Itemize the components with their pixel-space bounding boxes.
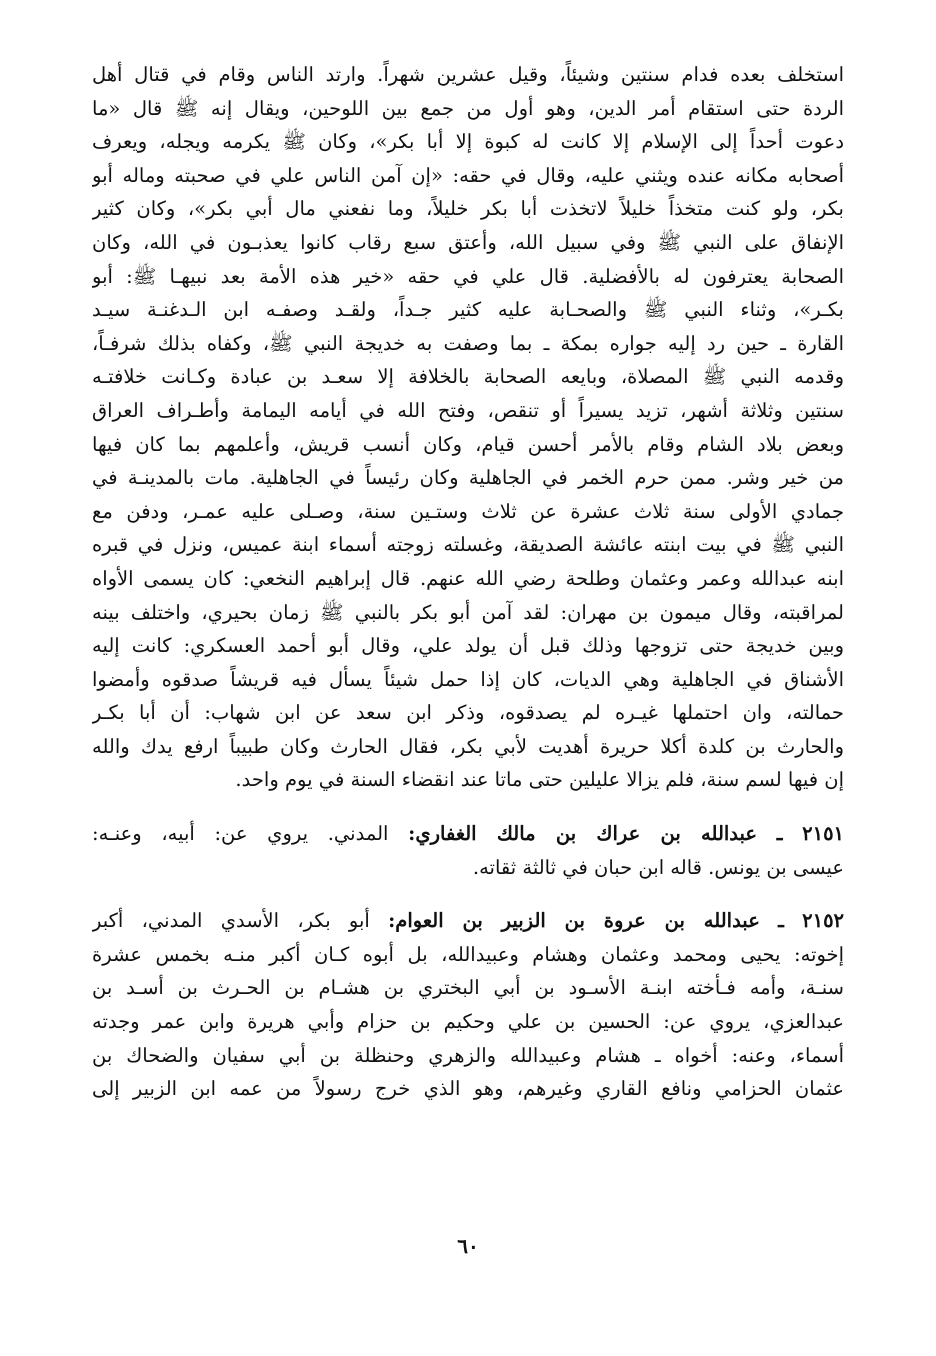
entry-2152	[92, 904, 844, 1106]
text-line: والحارث بن كلدة أكلا حريرة أهديت لأبي بكر، فقال الحارث وكان طبيباً ارفع يدك والله	[92, 734, 844, 758]
entry-number: ٢١٥٢	[802, 909, 844, 933]
text-line: النبي ﷺ في بيت ابنته عائشة الصديقة، وغسلته زوجته أسماء ابنة عميس، ونزل في قبره	[92, 533, 844, 557]
paragraph-gap	[92, 797, 844, 817]
paragraph-gap	[92, 884, 844, 904]
text-line: سنـة، وأمه فـأخته ابنـة الأسـود بن أبي البختري بن هشـام بن الحـرث بن أسـد بن	[92, 976, 844, 1000]
entry-text: أبو بكر، الأسدي المدني، أكبر	[92, 909, 370, 933]
text-line: عيسى بن يونس. قاله ابن حبان في ثالثة ثقاته.	[472, 855, 844, 879]
entry-2151	[92, 817, 844, 884]
entry-dash: ـ	[778, 909, 784, 933]
text-line: حمالته، وان احتملها غيـره لم يصدقوه، وذكر ابن سعد عن ابن شهاب: أن أبا بكـر	[92, 701, 844, 725]
text-line: استخلف بعده فدام سنتين وشيئاً، وقيل عشرين شهراً. وارتد الناس وقام في قتال أهل	[92, 63, 844, 86]
text-line: القارة ـ حين رد إليه جواره بمكة ـ بما وصفت به خديجة النبي ﷺ، وكفاه بذلك شرفـاً،	[92, 331, 844, 355]
text-line: إن فيها لسم سنة، فلم يزالا عليلين حتى ماتا عند انقضاء السنة في يوم واحد.	[235, 768, 844, 792]
entry-text: المدني. يروي عن: أبيه، وعنـه:	[92, 822, 389, 846]
entry-heading-line	[92, 904, 844, 938]
text-line: وبعض بلاد الشام وقام بالأمر أحسن قيام، وكان أنسب قريش، وأعلمهم بما كان فيها	[92, 432, 844, 456]
text-line: من خير وشر. ممن حرم الخمر في الجاهلية وكان رئيساً في الجاهلية. مات بالمدينـة في	[92, 466, 844, 490]
text-line: الإنفاق على النبي ﷺ وفي سبيل الله، وأعتق سبع رقاب كانوا يعذبـون في الله، وكان	[92, 230, 844, 254]
entry-name: عبدالله بن عراك بن مالك الغفاري:	[408, 822, 758, 846]
text-line: عبدالعزي، يروي عن: الحسين بن علي وحكيم بن حزام وأبي هريرة وابن عمر وجدته	[92, 1010, 844, 1034]
text-line: الأشناق في الجاهلية وهي الديات، كان إذا حمل شيئاً يسأل فيه قريشاً صدقوه وأمضوا	[92, 667, 844, 691]
text-line: جمادي الأولى سنة ثلاث عشرة عن ثلاث وستـين سنة، وصـلى عليه عمـر، ودفن مع	[92, 499, 844, 523]
text-line: ابنه عبدالله وعمر وعثمان وطلحة رضي الله عنهم. قال إبراهيم النخعي: كان يسمى الأواه	[92, 566, 844, 590]
text-line: الردة حتى استقام أمر الدين، وهو أول من جمع بين اللوحين، ويقال إنه ﷺ قال «ما	[92, 96, 844, 120]
text-line: أصحابه مكانه عنده ويثني عليه، وقال في حقه: «إن آمن الناس علي في صحبته وماله أبو	[92, 163, 844, 187]
entry-heading-line	[92, 817, 844, 851]
text-line: لمراقبته، وقال ميمون بن مهران: لقد آمن أبو بكر بالنبي ﷺ زمان بحيري، واختلف بينه	[92, 600, 844, 624]
text-line: الصحابة يعترفون له بالأفضلية. قال علي في حقه «خير هذه الأمة بعد نبيهـا ﷺ: أبو	[92, 264, 844, 288]
page-number: ٦٠	[457, 1234, 479, 1258]
text-line: سنتين وثلاثة أشهر، تزيد يسيراً أو تنقص، وفتح الله في أيامه اليمامة وأطـراف العراق	[92, 398, 844, 422]
text-line: أسماء، وعنه: أخواه ـ هشام وعبيدالله والزهري وحنظلة بن أبي سفيان والضحاك بن	[92, 1043, 844, 1067]
page-body	[92, 58, 844, 1106]
entry-dash: ـ	[776, 822, 783, 846]
entry-name: عبدالله بن عروة بن الزبير بن العوام:	[388, 909, 760, 933]
paragraph-abu-bakr	[92, 58, 844, 797]
entry-number: ٢١٥١	[802, 822, 844, 846]
text-line: عثمان الحزامي ونافع القاري وغيرهم، وهو الذي خرج رسولاً من عمه ابن الزبير إلى	[92, 1077, 844, 1101]
text-line: وقدمه النبي ﷺ المصلاة، وبايعه الصحابة بالخلافة إلا سعـد بن عبادة وكـانت خلافتـه	[92, 365, 844, 389]
text-line: بكر، ولو كنت متخذاً خليلاً لاتخذت أبا بكر خليلاً، وما نفعني مال أبي بكر»، وكان كثير	[92, 197, 844, 221]
text-line: وبين خديجة حتى تزوجها وذلك قبل أن يولد علي، وقال أبو أحمد العسكري: كانت إليه	[92, 634, 844, 658]
text-line: بكـر»، وثناء النبي ﷺ والصحـابة عليه كثير جـداً، ولقـد وصفـه ابن الـدغنـة سيـد	[92, 298, 844, 322]
text-line: إخوته: يحيى ومحمد وعثمان وهشام وعبيدالله، بل أبوه كـان أكبر منـه بخمس عشرة	[92, 942, 844, 966]
text-line: دعوت أحداً إلى الإسلام إلا كانت له كبوة إلا أبا بكر»، وكان ﷺ يكرمه ويجله، ويعرف	[92, 130, 844, 154]
